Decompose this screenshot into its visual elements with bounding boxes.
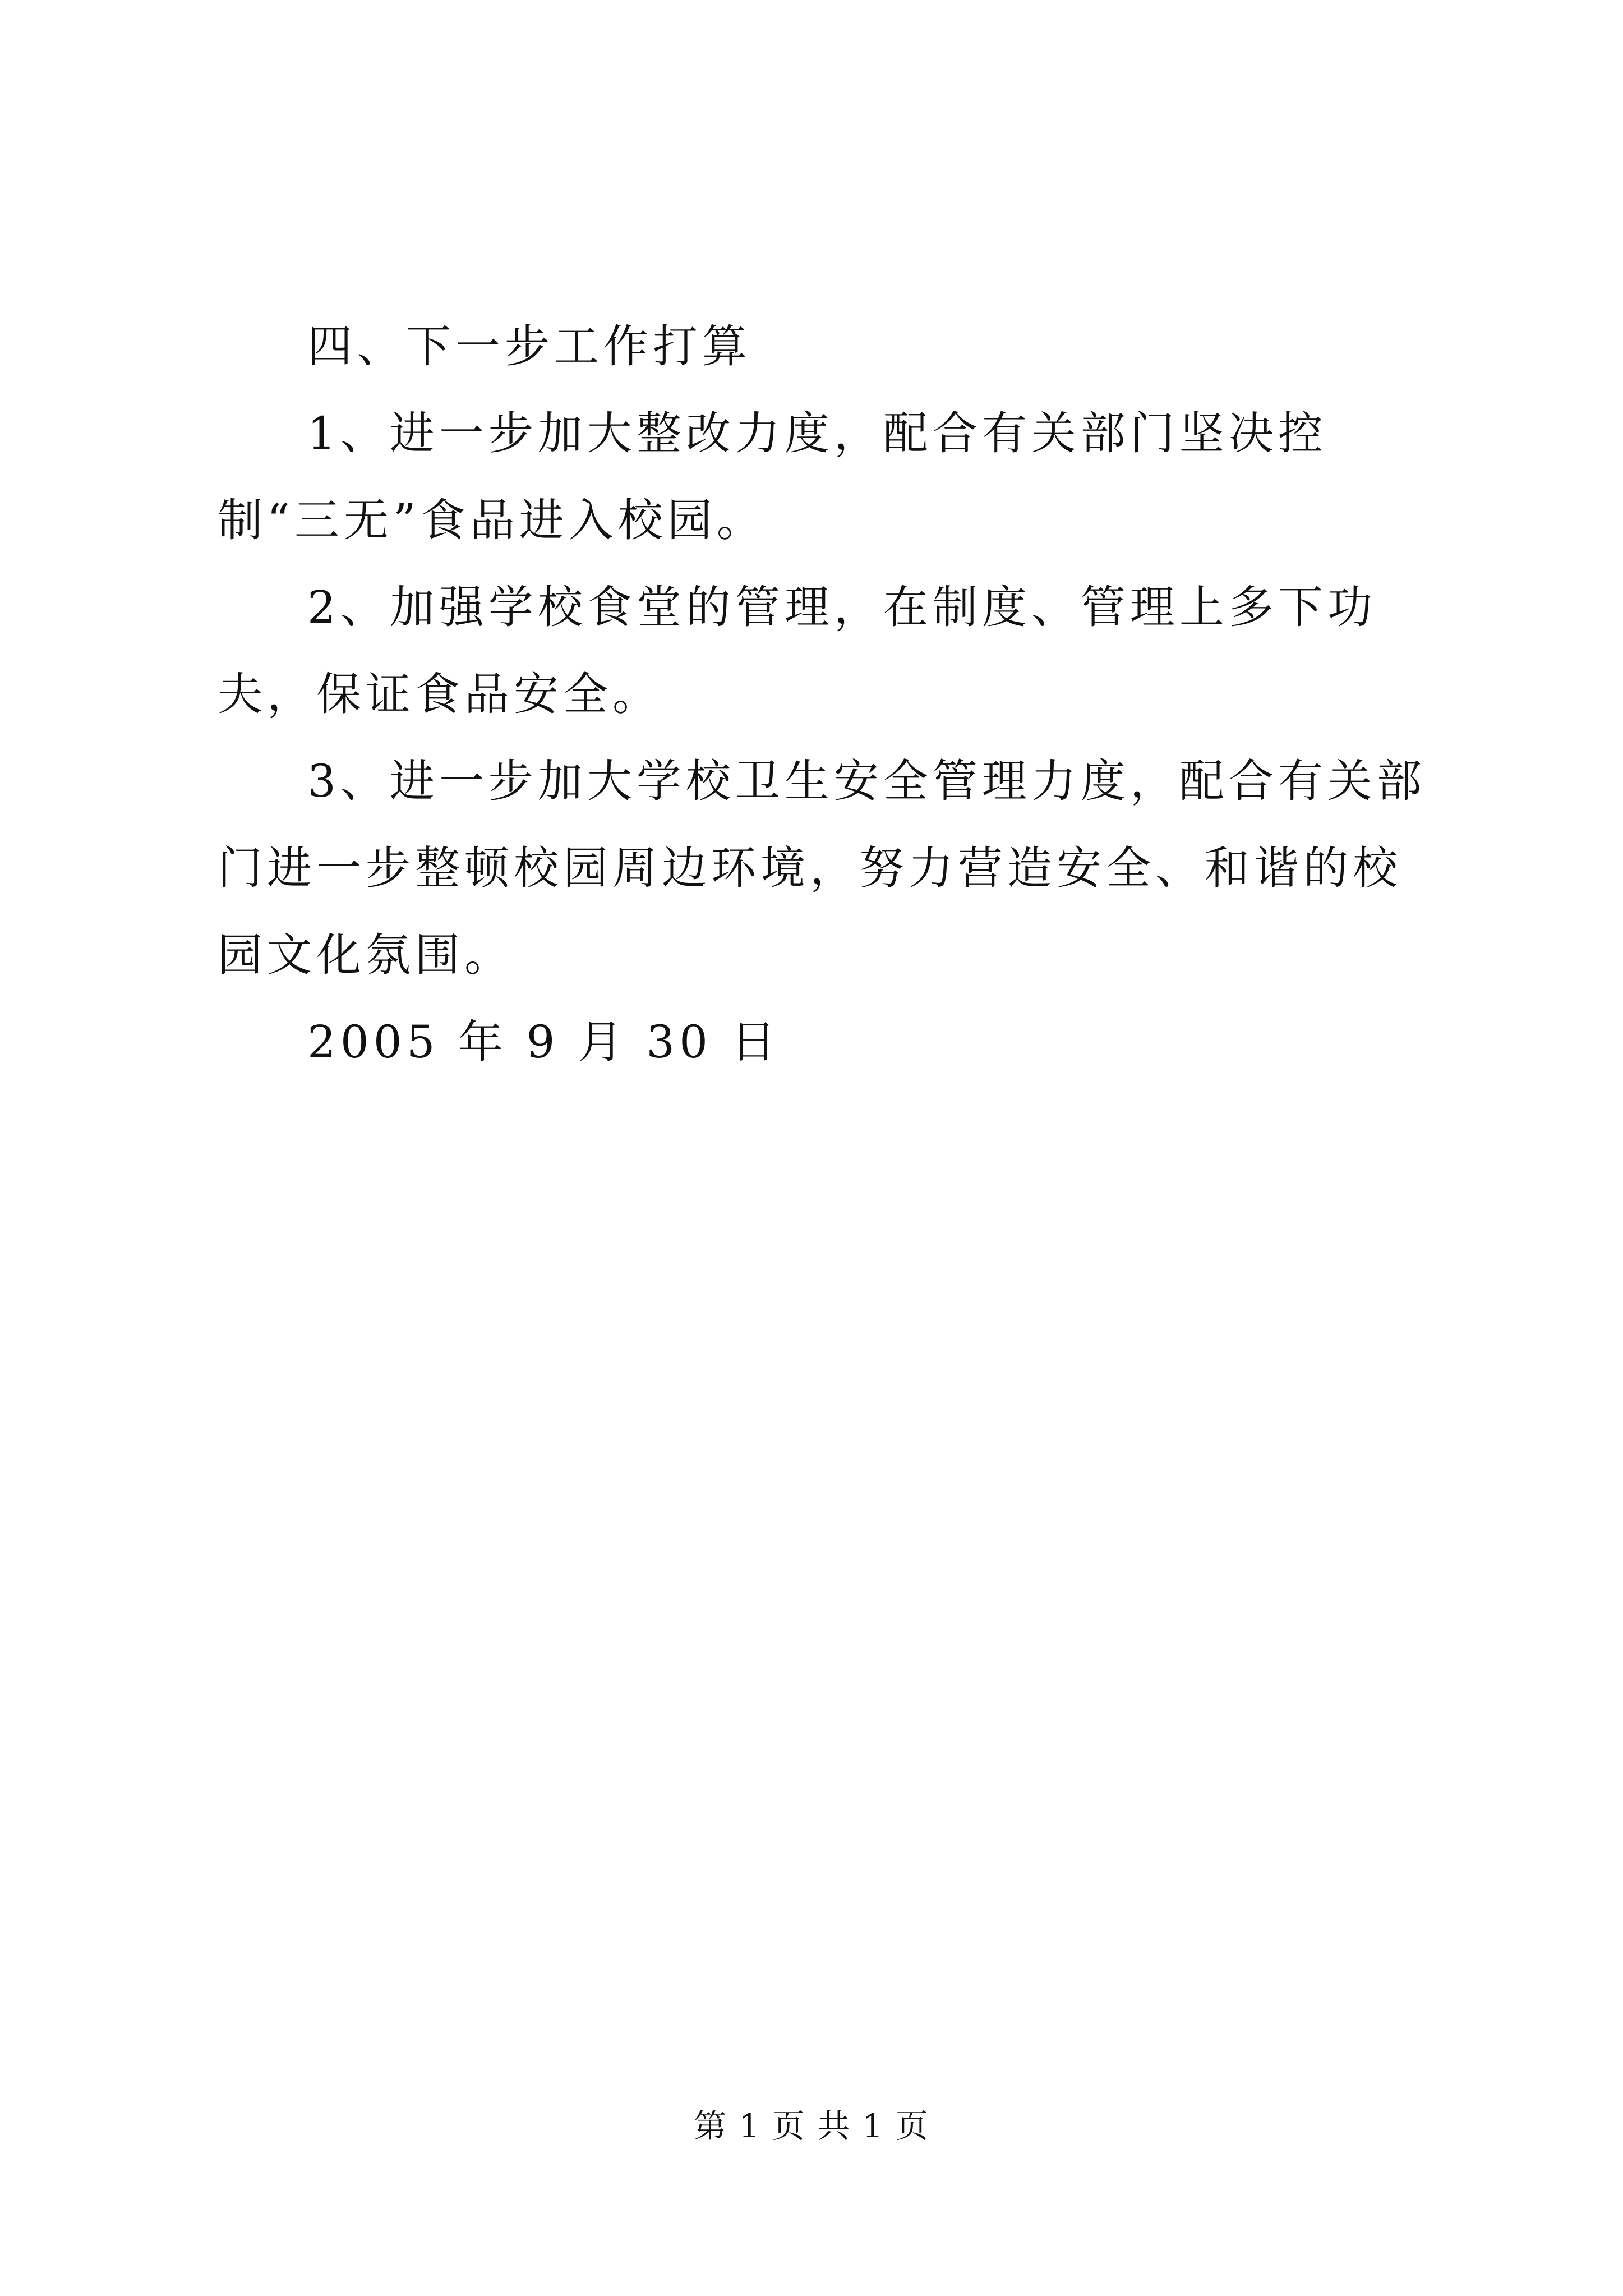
list-item-3: 3、进一步加大学校卫生安全管理力度，配合有关部门进一步整顿校园周边环境，努力营造安全、和谐的校园文化氛围。 (218, 755, 1426, 981)
document-date: 2005 年 9 月 30 日 (307, 1016, 781, 1068)
list-item-1: 1、进一步加大整改力度，配合有关部门坚决控制“三无”食品进入校园。 (218, 407, 1327, 546)
list-item-2: 2、加强学校食堂的管理，在制度、管理上多下功夫，保证食品安全。 (218, 581, 1377, 720)
section-heading: 四、下一步工作打算 (307, 320, 751, 372)
document-body (218, 303, 1429, 1085)
page-number-footer: 第 1 页 共 1 页 (694, 2107, 929, 2145)
